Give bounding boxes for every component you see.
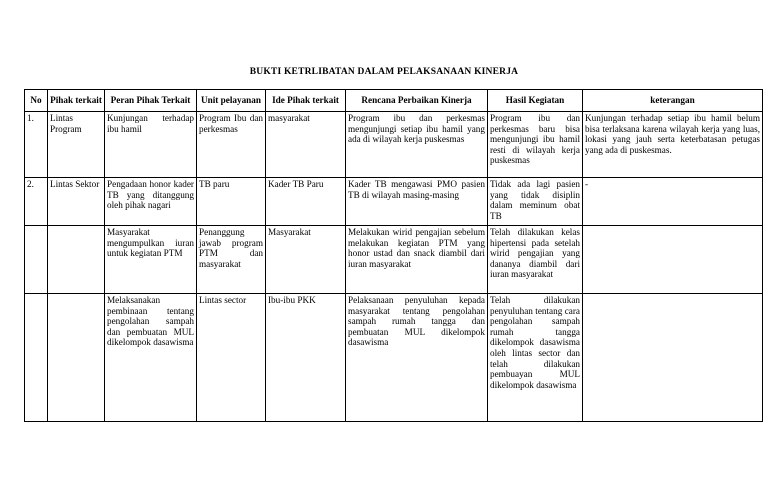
cell-unit: Penanggung jawab program PTM dan masyarakat [197,226,266,294]
cell-ide: masyarakat [266,112,346,178]
cell-keterangan [583,294,763,422]
cell-pihak [48,294,105,422]
cell-ide: Kader TB Paru [266,178,346,226]
cell-peran: Pengadaan honor kader TB yang ditanggung oleh pihak nagari [105,178,197,226]
cell-ide: Ibu-ibu PKK [266,294,346,422]
cell-no: 1. [25,112,48,178]
cell-peran: Masyarakat mengumpulkan iuran untuk kegiatan PTM [105,226,197,294]
header-rencana: Rencana Perbaikan Kinerja [346,90,488,112]
cell-no: 2. [25,178,48,226]
cell-keterangan [583,226,763,294]
header-keterangan: keterangan [583,90,763,112]
cell-rencana: Kader TB mengawasi PMO pasien TB di wilayah masing-masing [346,178,488,226]
cell-peran: Melaksanakan pembinaan tentang pengolahan sampah dan pembuatan MUL dikelompok dasawisma [105,294,197,422]
cell-no [25,226,48,294]
cell-pihak [48,226,105,294]
header-pihak-terkait: Pihak terkait [48,90,105,112]
cell-no [25,294,48,422]
cell-keterangan: - [583,178,763,226]
cell-hasil: Telah dilakukan penyuluhan tentang cara pengolahan sampah rumah tangga dikelompok dasawisma oleh lintas sector dan telah dilakukan pembuayan MUL dikelompok dasawisma [488,294,583,422]
cell-hasil: Telah dilakukan kelas hipertensi pada setelah wirid pengajian yang dananya diambil dari iuran masyarakat [488,226,583,294]
page-title: BUKTI KETRLIBATAN DALAM PELAKSANAAN KINERJA [249,67,519,77]
table-row [25,178,763,226]
cell-pihak: Lintas Program [48,112,105,178]
cell-ide: Masyarakat [266,226,346,294]
table-row [25,294,763,422]
cell-unit: Lintas sector [197,294,266,422]
cell-rencana: Melakukan wirid pengajian sebelum melakukan kegiatan PTM yang honor ustad dan snack diambil dari iuran masyarakat [346,226,488,294]
header-unit-pelayanan: Unit pelayanan [197,90,266,112]
cell-rencana: Program ibu dan perkesmas mengunjungi setiap ibu hamil yang ada di wilayah kerja puskesmas [346,112,488,178]
header-ide-pihak: Ide Pihak terkait [266,90,346,112]
cell-unit: TB paru [197,178,266,226]
cell-hasil: Program ibu dan perkesmas baru bisa mengunjungi ibu hamil resti di wilayah kerja puskesmas [488,112,583,178]
header-hasil: Hasil Kegiatan [488,90,583,112]
cell-peran: Kunjungan terhadap ibu hamil [105,112,197,178]
header-no: No [25,90,48,112]
performance-table [24,89,763,422]
cell-rencana: Pelaksanaan penyuluhan kepada masyarakat tentang pengolahan sampah rumah tangga dan pembuatan MUL dikelompok dasawisma [346,294,488,422]
table-row [25,112,763,178]
table-row [25,226,763,294]
cell-pihak: Lintas Sektor [48,178,105,226]
cell-hasil: Tidak ada lagi pasien yang tidak disiplin dalam meminum obat TB [488,178,583,226]
cell-keterangan: Kunjungan terhadap setiap ibu hamil belum bisa terlaksana karena wilayah kerja yang luas, lokasi yang jauh serta keterbatasan petugas yang ada di puskesmas. [583,112,763,178]
header-peran-pihak: Peran Pihak Terkait [105,90,197,112]
table-header-row [25,90,763,112]
cell-unit: Program Ibu dan perkesmas [197,112,266,178]
